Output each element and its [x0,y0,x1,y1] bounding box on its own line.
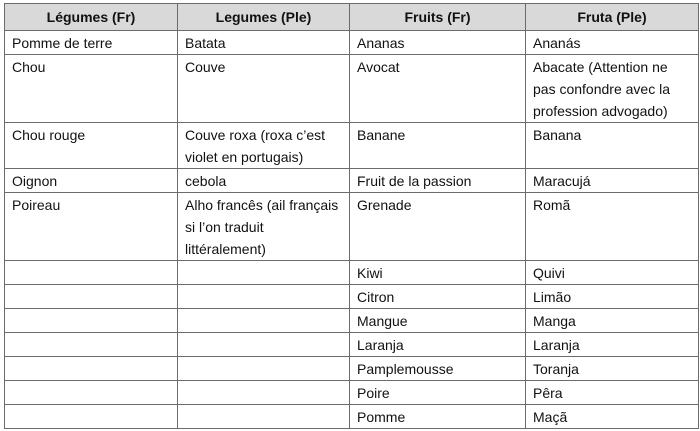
table-cell: Pamplemousse [350,357,526,381]
table-header-row [5,4,699,31]
table-cell: Limão [526,285,699,309]
table-cell [178,357,350,381]
table-cell: Banana [526,123,699,169]
table-cell: Poireau [5,193,178,261]
table-row [5,285,699,309]
table-cell [5,381,178,405]
table-cell: Pêra [526,381,699,405]
table-cell: Pomme de terre [5,31,178,55]
table-cell [5,261,178,285]
table-cell: Couve roxa (roxa c’est violet en portugais) [178,123,350,169]
table-row [5,193,699,261]
table-cell: Maracujá [526,169,699,193]
table-cell [5,309,178,333]
table-row [5,31,699,55]
table-cell: Fruit de la passion [350,169,526,193]
table-row [5,309,699,333]
table-cell: Banane [350,123,526,169]
table-cell [178,405,350,429]
table-cell: Poire [350,381,526,405]
table-cell [5,405,178,429]
table-cell: Avocat [350,55,526,123]
table-cell: Quivi [526,261,699,285]
table-row [5,405,699,429]
table-cell: Batata [178,31,350,55]
table-cell: Chou [5,55,178,123]
table-row [5,357,699,381]
table-cell [5,357,178,381]
table-cell [178,333,350,357]
table-cell: Romã [526,193,699,261]
header-legumes-ple: Legumes (Ple) [178,4,350,31]
table-cell [178,261,350,285]
table-cell: Citron [350,285,526,309]
table-cell: Maçã [526,405,699,429]
table-cell: Oignon [5,169,178,193]
table-cell: Alho francês (ail français si l’on traduit littéralement) [178,193,350,261]
table-cell: Laranja [350,333,526,357]
table-cell [5,333,178,357]
table-cell: Grenade [350,193,526,261]
table-cell: Pomme [350,405,526,429]
table-cell: Chou rouge [5,123,178,169]
table-cell: cebola [178,169,350,193]
header-legumes-fr: Légumes (Fr) [5,4,178,31]
table-cell: Couve [178,55,350,123]
header-fruta-ple: Fruta (Ple) [526,4,699,31]
table-cell: Mangue [350,309,526,333]
table-cell [5,285,178,309]
table-row [5,123,699,169]
table-cell: Ananas [350,31,526,55]
table-row [5,55,699,123]
table-cell [178,309,350,333]
table-row [5,381,699,405]
table-cell: Manga [526,309,699,333]
table-cell [178,381,350,405]
table-cell: Laranja [526,333,699,357]
table-cell: Kiwi [350,261,526,285]
table-row [5,169,699,193]
table-row [5,333,699,357]
table-cell: Ananás [526,31,699,55]
table-cell: Abacate (Attention ne pas confondre avec la profession advogado) [526,55,699,123]
table-cell: Toranja [526,357,699,381]
header-fruits-fr: Fruits (Fr) [350,4,526,31]
table-cell [178,285,350,309]
vocabulary-table [4,3,699,429]
table-row [5,261,699,285]
